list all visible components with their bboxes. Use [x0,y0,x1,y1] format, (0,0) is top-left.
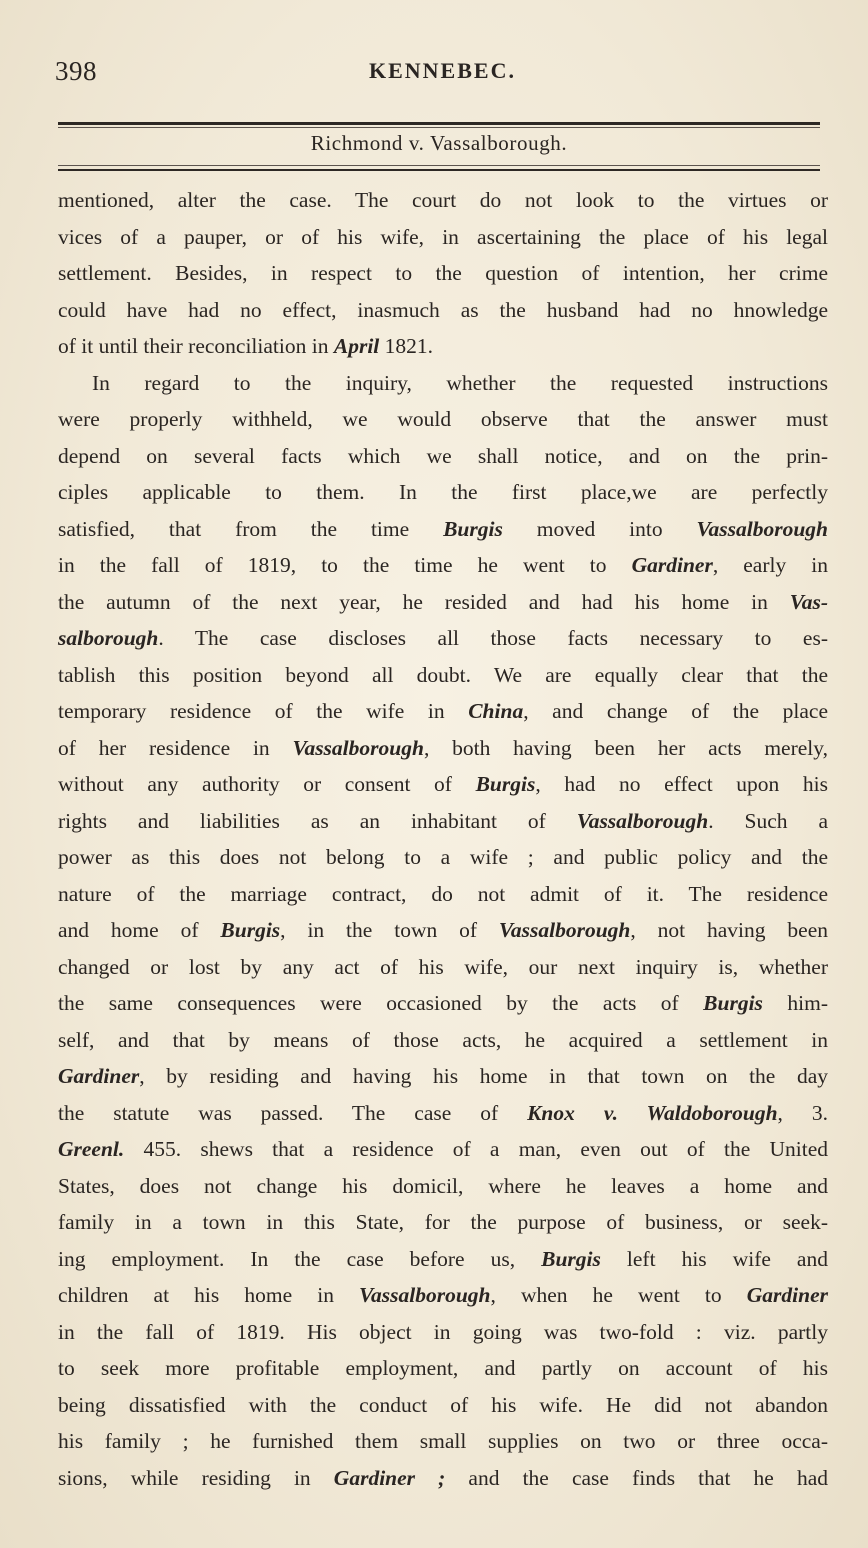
text-segment: sions, while residing in [58,1465,334,1490]
italic-text: Vassalborough [292,735,424,760]
italic-text: Vassalborough [696,516,828,541]
case-heading-rule-thin [58,165,820,166]
text-line [58,985,828,1022]
text-segment: , not having been [630,918,829,942]
italic-text: Vassalborough [576,808,709,833]
text-segment: power as this does not belong to a wife ; and public policy and the [58,845,828,869]
text-segment: , when he went to [490,1283,747,1307]
italic-text: Gardiner ; [333,1465,446,1490]
italic-text: Vassalborough [359,1283,491,1307]
text-line [58,766,828,803]
italic-text: Burgis [220,918,281,942]
text-line [58,1241,828,1278]
text-line [58,620,828,657]
header-rule-thick [58,122,820,125]
italic-text: Gardiner [58,1064,140,1088]
text-segment: the autumn of the next year, he resided and had his home in [58,589,790,614]
text-line [58,511,828,548]
text-line [58,912,828,949]
case-title: Richmond v. Vassalborough. [310,131,568,155]
italic-text: Burgis [475,772,536,796]
text-segment: to seek more profitable employment, and partly on account of his [58,1356,828,1380]
text-line [58,1022,828,1059]
text-line [58,1460,828,1497]
italic-text: Vassalborough [498,918,631,942]
text-segment: the statute was passed. The case of [58,1100,528,1125]
running-title: KENNEBEC. [369,58,516,83]
text-segment: States, does not change his domicil, where he leaves a home and [58,1173,828,1198]
page-number: 398 [55,56,97,86]
text-line [58,474,828,511]
text-line [58,1314,828,1351]
text-segment: ciples applicable to them. In the first place,we are perfectly [58,480,828,504]
text-line [58,693,828,730]
text-line [58,1095,828,1132]
text-segment: of it until their reconciliation in [58,334,334,358]
text-line [58,876,828,913]
text-line [58,1387,828,1424]
text-line [58,803,828,840]
italic-text: Gardiner [631,553,713,577]
text-line [58,547,828,584]
text-segment: , both having been her acts merely, [423,735,829,760]
text-line [58,1277,828,1314]
text-segment: self, and that by means of those acts, he acquired a settlement in [58,1027,828,1052]
text-line [58,328,828,365]
text-segment: being dissatisfied with the conduct of his wife. He did not abandon [58,1392,828,1417]
body-text [58,182,828,1496]
text-segment: , had no effect upon his [535,772,829,796]
text-segment: in the fall of 1819, to the time he went to [58,553,632,577]
text-segment: satisfied, that from the time [58,516,444,541]
text-line [58,401,828,438]
text-segment: left his wife and [600,1246,828,1271]
text-segment: vices of a pauper, or of his wife, in ascertaining the place of his legal [58,224,828,249]
text-segment: , by residing and having his home in that town on the day [139,1064,828,1088]
text-line [58,657,828,694]
italic-text: Knox v. Waldoborough [527,1100,778,1125]
text-line [58,1204,828,1241]
text-segment: could have had no effect, inasmuch as the husband had no hnowledge [58,297,828,322]
text-segment: ing employment. In the case before us, [58,1246,542,1271]
text-segment: mentioned, alter the case. The court do not look to the virtues or [58,188,828,212]
case-heading [58,131,820,156]
text-line [58,292,828,329]
text-line [58,1350,828,1387]
text-segment: , early in [712,553,828,577]
text-segment: changed or lost by any act of his wife, our next inquiry is, whether [58,954,828,979]
text-segment: 455. shews that a residence of a man, even out of the United [124,1137,828,1161]
text-line [58,1168,828,1205]
italic-text: April [333,334,380,358]
text-line [58,730,828,767]
text-line [58,584,828,621]
italic-text: Vas- [789,589,828,614]
text-segment: of her residence in [58,735,293,760]
text-segment: , and change of the place [523,699,829,723]
text-line [58,1423,828,1460]
text-segment: and the case finds that he had [445,1465,828,1490]
italic-text: Burgis [541,1246,601,1271]
italic-text: Burgis [443,516,503,541]
text-segment: moved into [502,516,697,541]
text-segment: depend on several facts which we shall notice, and on the prin- [58,443,828,468]
text-segment: temporary residence of the wife in [58,699,469,723]
text-segment: In regard to the inquiry, whether the requested instructions [92,370,828,395]
text-segment: . The case discloses all those facts necessary to es- [158,626,828,650]
text-segment: him- [762,991,829,1015]
text-line [58,1131,828,1168]
text-segment: , in the town of [280,918,499,942]
italic-text: Gardiner [746,1283,828,1307]
text-segment: without any authority or consent of [58,772,476,796]
text-segment: rights and liabilities as an inhabitant of [58,808,577,833]
text-segment: , 3. [777,1100,828,1125]
text-line [58,839,828,876]
running-head [55,56,830,92]
text-segment: in the fall of 1819. His object in going was two-fold : viz. partly [58,1319,828,1344]
text-segment: family in a town in this State, for the purpose of business, or seek- [58,1210,828,1234]
text-line [58,1058,828,1095]
text-segment: the same consequences were occasioned by the acts of [58,991,704,1015]
text-segment: tablish this position beyond all doubt. We are equally clear that the [58,662,828,687]
case-heading-rule-thick [58,169,820,171]
text-segment: 1821. [379,334,434,358]
text-segment: his family ; he furnished them small supplies on two or three occa- [58,1429,828,1453]
text-segment: and home of [58,918,221,942]
text-segment: children at his home in [58,1283,360,1307]
italic-text: China [468,699,524,723]
italic-text: salborough [58,626,159,650]
text-line [58,365,828,402]
text-line [58,182,828,219]
text-line [58,438,828,475]
text-segment: nature of the marriage contract, do not admit of it. The residence [58,881,828,906]
text-segment: were properly withheld, we would observe that the answer must [58,407,828,431]
header-rule-thin [58,127,820,128]
text-segment: settlement. Besides, in respect to the question of intention, her crime [58,261,828,285]
text-line [58,219,828,256]
text-line [58,949,828,986]
italic-text: Burgis [703,991,763,1015]
italic-text: Greenl. [58,1137,125,1161]
text-segment: . Such a [708,808,828,833]
text-line [58,255,828,292]
